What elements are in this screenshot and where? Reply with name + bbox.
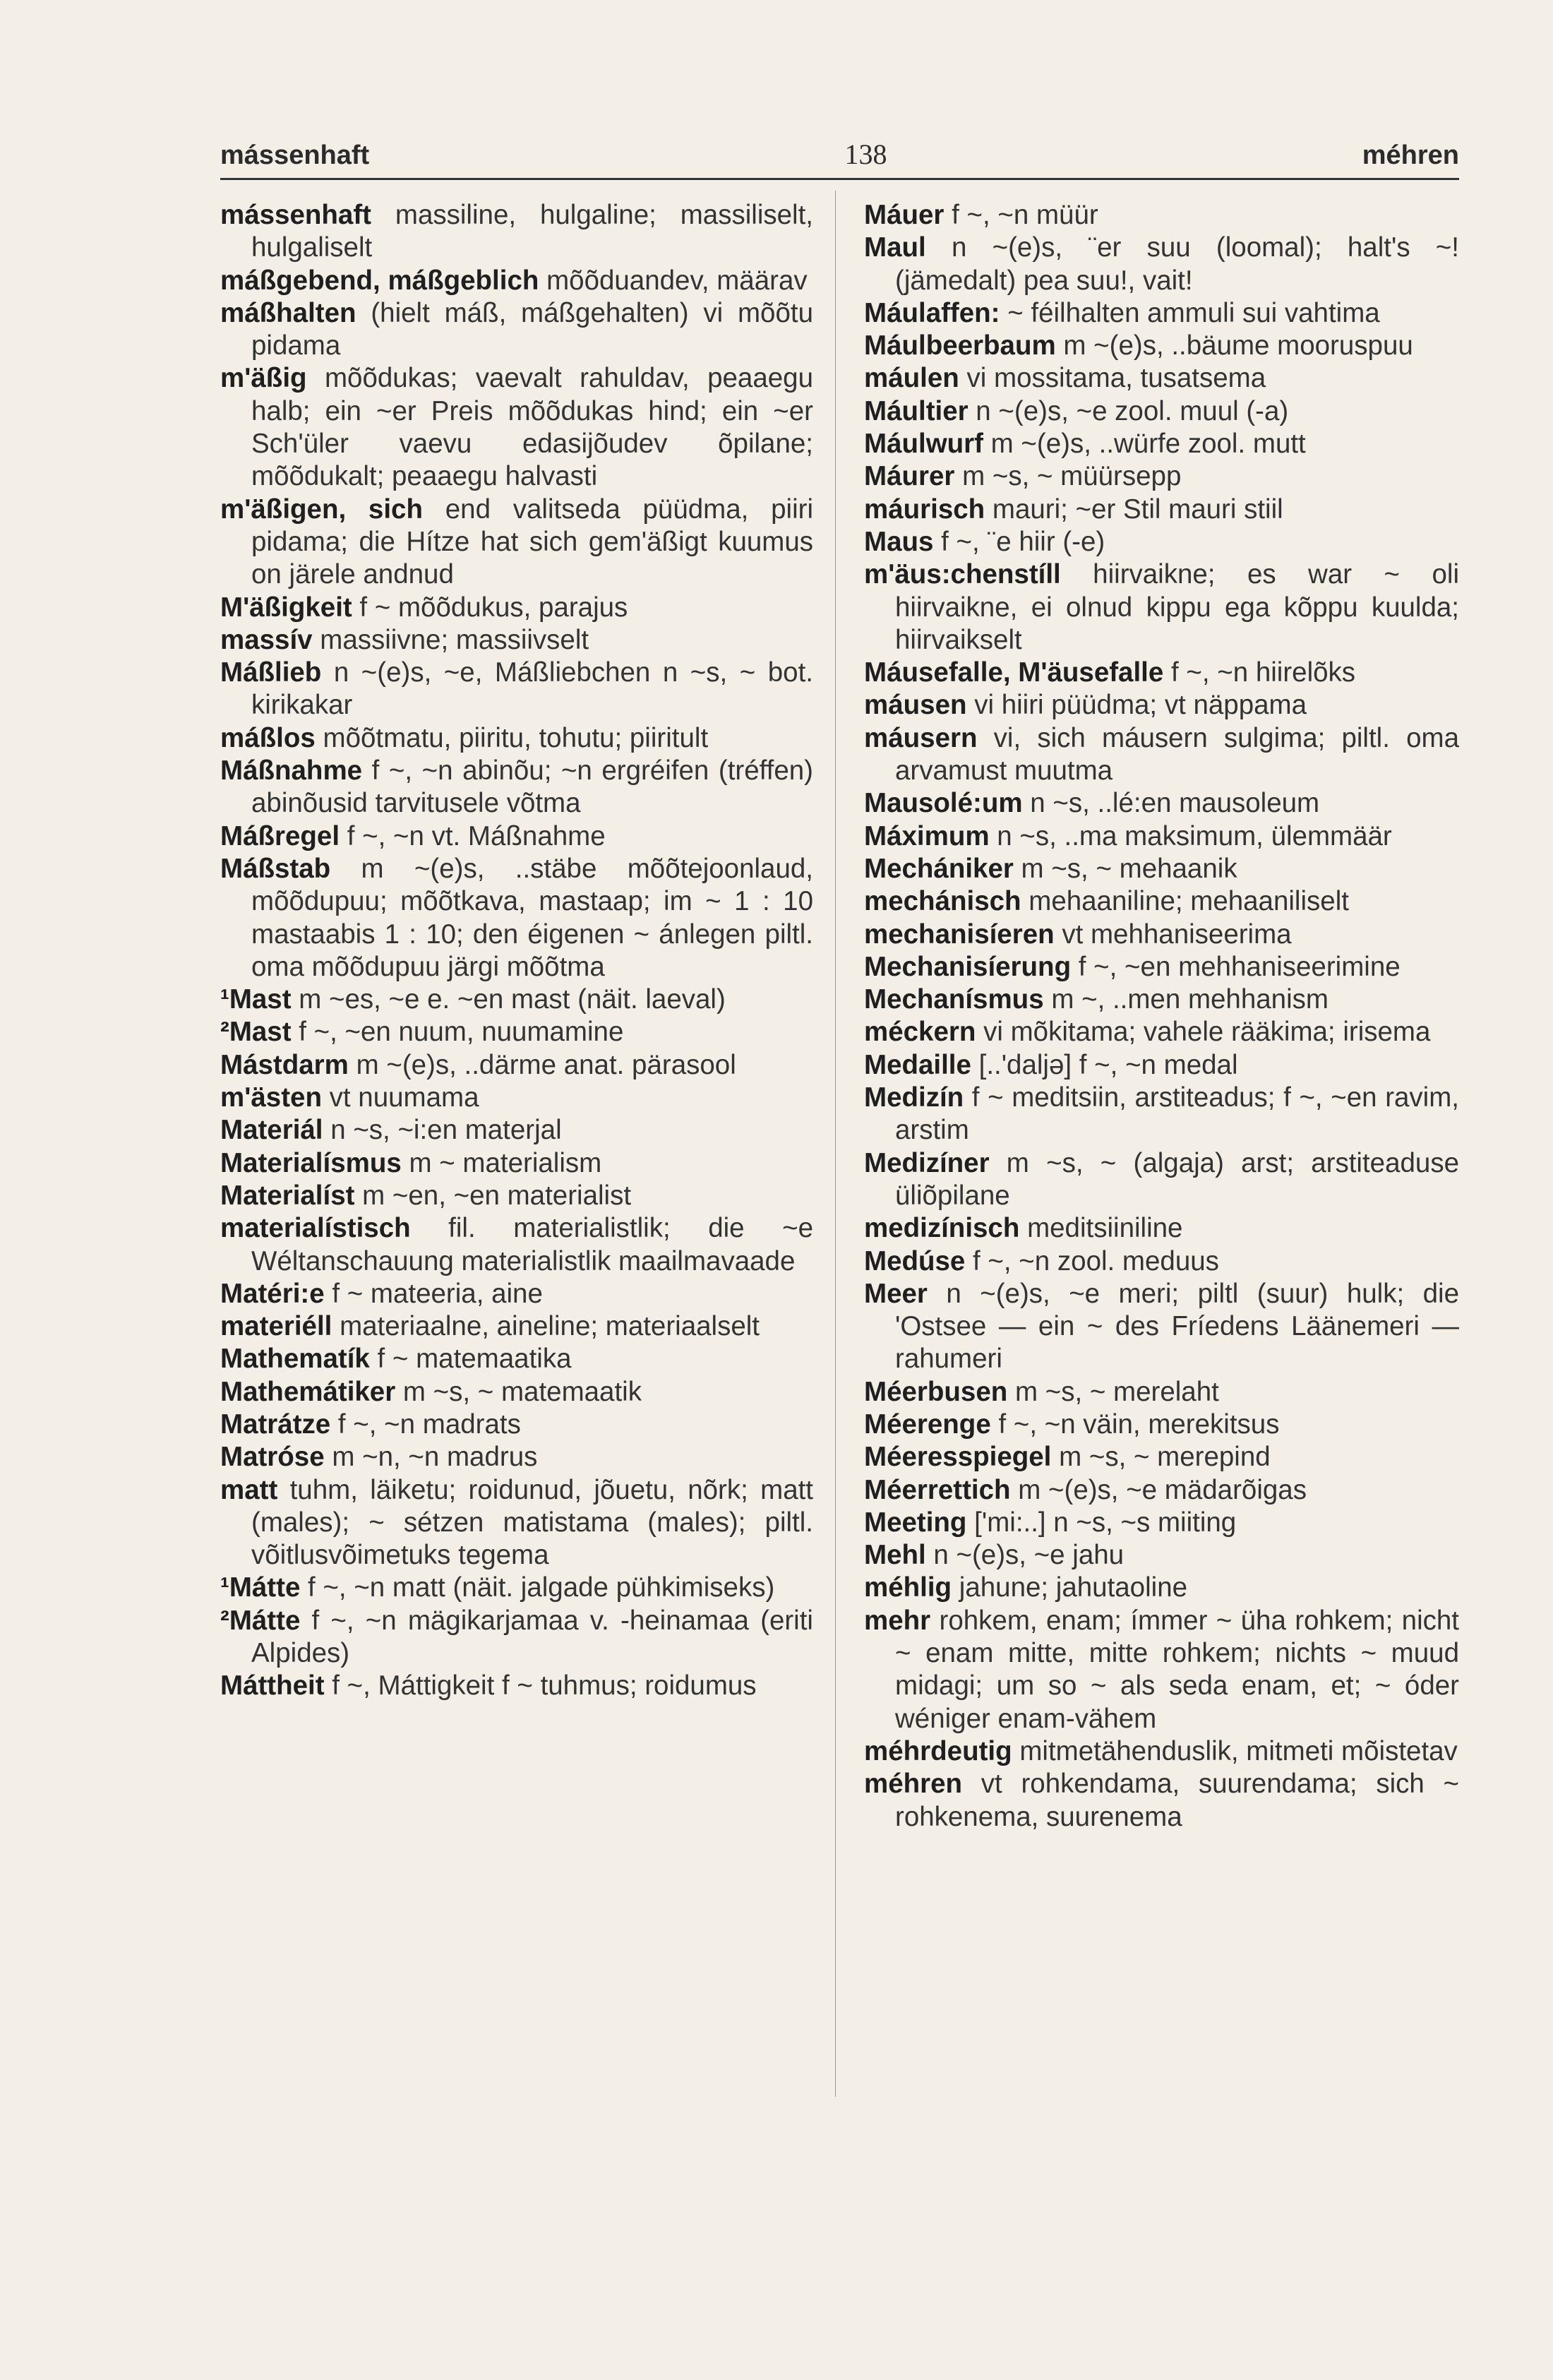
entry-definition: materiaalne, aineline; materiaalselt [332, 1311, 760, 1342]
entry-headword: ¹Mast [220, 984, 292, 1015]
entry-definition: m ~(e)s, ..würfe zool. mutt [983, 429, 1306, 460]
entry-headword: Meer [864, 1278, 928, 1309]
entry-headword: Máximum [864, 820, 990, 851]
entry-definition: f ~, Máttigkeit f ~ tuhmus; roidumus [324, 1670, 757, 1702]
dictionary-entry [220, 983, 813, 1016]
entry-headword: ²Mátte [220, 1605, 301, 1636]
entry-headword: máßgebend, máßgeblich [220, 265, 539, 296]
dictionary-entry [864, 722, 1459, 788]
entry-definition: f ~, ~n matt (näit. jalgade pühkimiseks) [300, 1572, 775, 1603]
entry-definition: f ~, ¨e hiir (-e) [933, 526, 1105, 557]
entry-definition: m ~(e)s, ~e mädarõigas [1010, 1474, 1307, 1505]
entry-definition: mõõtmatu, piiritu, tohutu; piiritult [315, 722, 709, 753]
entry-headword: Medizíner [864, 1147, 990, 1178]
entry-headword: medizínisch [864, 1213, 1020, 1244]
entry-headword: Mausolé:um [864, 788, 1023, 819]
entry-headword: méhlig [864, 1572, 952, 1603]
entry-definition: mõõdukas; vaevalt rahuldav, peaaegu halb; ein ~er Preis mõõdukas hind; ein ~er Sch'üler vaevu edasijõudev õpilane; mõõdukalt; peaaegu halvasti [251, 363, 813, 492]
dictionary-entry [864, 1507, 1459, 1539]
dictionary-entry [220, 1049, 813, 1082]
header-rule [220, 178, 1459, 180]
entry-headword: máurisch [864, 494, 985, 525]
dictionary-entry [220, 1180, 813, 1212]
entry-headword: máulen [864, 363, 959, 394]
entry-headword: Máuer [864, 200, 945, 230]
entry-definition: f ~, ~n mägikarjamaa v. -heinamaa (eriti Alpides) [251, 1605, 813, 1669]
dictionary-entry [220, 1082, 813, 1114]
dictionary-entry [220, 362, 813, 493]
entry-definition: f ~ mõõdukus, parajus [352, 592, 628, 623]
entry-definition: rohkem, enam; ímmer ~ üha rohkem; nicht ~ enam mitte, mitte rohkem; nichts ~ muud midagi; um so ~ als seda enam, et; ~ óder wéniger enam-vähem [895, 1605, 1459, 1734]
entry-headword: Mathemátiker [220, 1376, 396, 1407]
entry-definition: f ~, ~n madrats [330, 1409, 521, 1440]
dictionary-entry [220, 1343, 813, 1375]
entry-headword: materialístisch [220, 1213, 411, 1244]
entry-headword: m'äßigen, sich [220, 494, 423, 525]
dictionary-entry [220, 297, 813, 363]
entry-definition: m ~s, ~ müürsepp [954, 461, 1182, 492]
dictionary-entry [220, 1605, 813, 1670]
dictionary-entry [220, 820, 813, 853]
dictionary-entry [220, 1572, 813, 1604]
header-left-guideword: mássenhaft [220, 140, 370, 170]
entry-headword: Mástdarm [220, 1049, 349, 1080]
entry-definition: m ~, ..men mehhanism [1043, 984, 1329, 1015]
entry-headword: Máulwurf [864, 429, 983, 460]
dictionary-entry [864, 460, 1459, 493]
entry-headword: Máßlieb [220, 657, 322, 688]
dictionary-entry [220, 1670, 813, 1702]
dictionary-entry [220, 265, 813, 297]
entry-definition: n ~s, ..ma maksimum, ülemmäär [989, 820, 1392, 851]
entry-headword: matt [220, 1474, 278, 1505]
entry-definition: m ~ materialism [401, 1147, 602, 1178]
dictionary-entry [864, 199, 1459, 232]
entry-headword: M'äßigkeit [220, 592, 352, 623]
entry-headword: Maus [864, 526, 934, 557]
entry-definition: fil. materialistlik; die ~e Wéltanschauung materialistlik maailmavaade [251, 1213, 813, 1276]
dictionary-entry [864, 820, 1459, 853]
entry-definition: n ~(e)s, ~e, Máßliebchen n ~s, ~ bot. kirikakar [251, 657, 813, 721]
entry-definition: f ~, ~n abinõu; ~n ergréifen (tréffen) abinõusid tarvitusele võtma [251, 755, 813, 819]
dictionary-entry [864, 885, 1459, 918]
dictionary-entry [220, 1310, 813, 1343]
dictionary-entry [220, 1147, 813, 1180]
entry-headword: Mechanisíerung [864, 951, 1072, 982]
dictionary-entry [864, 1376, 1459, 1409]
right-column [864, 199, 1459, 1834]
dictionary-entry [220, 592, 813, 624]
entry-headword: massív [220, 624, 313, 655]
entry-definition: f ~, ~en nuum, nuumamine [291, 1017, 624, 1048]
dictionary-entry [864, 1082, 1459, 1147]
dictionary-entry [864, 853, 1459, 885]
dictionary-entry [864, 951, 1459, 983]
entry-definition: ['mi:..] n ~s, ~s miiting [966, 1507, 1237, 1538]
entry-definition: m ~s, ~ merelaht [1007, 1376, 1219, 1407]
dictionary-entry [864, 428, 1459, 460]
dictionary-entry [864, 787, 1459, 820]
entry-definition: ~ féilhalten ammuli sui vahtima [1000, 297, 1380, 328]
dictionary-entry [864, 558, 1459, 657]
entry-headword: Medúse [864, 1245, 966, 1276]
entry-headword: Mathematík [220, 1344, 370, 1375]
dictionary-entry [220, 1441, 813, 1473]
dictionary-entry [864, 1049, 1459, 1082]
entry-definition: n ~(e)s, ~e meri; piltl (suur) hulk; die 'Ostsee — ein ~ des Fríedens Läänemeri — rahumeri [895, 1278, 1459, 1375]
dictionary-entry [864, 1474, 1459, 1507]
dictionary-entry [220, 657, 813, 722]
entry-definition: m ~s, ~ mehaanik [1013, 853, 1237, 884]
dictionary-entry [220, 1376, 813, 1409]
entry-headword: Mehl [864, 1540, 926, 1571]
entry-definition: mauri; ~er Stil mauri stiil [985, 494, 1283, 525]
entry-headword: Medizín [864, 1082, 964, 1113]
entry-headword: mehr [864, 1605, 931, 1636]
entry-definition: massiline, hulgaline; massiliselt, hulgaliselt [251, 200, 813, 263]
entry-definition: m ~s, ~ merepind [1051, 1442, 1271, 1473]
entry-definition: m ~(e)s, ..stäbe mõõtejoonlaud, mõõdupuu; mõõtkava, mastaap; im ~ 1 : 10 mastaabis 1 : 10; den éigenen ~ ánlegen piltl. oma mõõdupuu järgi mõõtma [251, 853, 813, 982]
dictionary-entry [864, 526, 1459, 558]
dictionary-entry [864, 362, 1459, 395]
entry-definition: n ~s, ..lé:en mausoleum [1022, 788, 1320, 819]
entry-definition: hiirvaikne; es war ~ oli hiirvaikne, ei olnud kippu ega kõppu kuulda; hiirvaikselt [895, 559, 1459, 655]
entry-definition: vi, sich máusern sulgima; piltl. oma arvamust muutma [895, 722, 1459, 787]
entry-definition: f ~, ~n väin, merekitsus [990, 1409, 1280, 1440]
entry-headword: Méeresspiegel [864, 1442, 1052, 1473]
entry-headword: Matéri:e [220, 1278, 325, 1309]
entry-headword: Matrátze [220, 1409, 331, 1440]
dictionary-entry [864, 983, 1459, 1016]
entry-headword: Máttheit [220, 1670, 325, 1702]
entry-definition: m ~n, ~n madrus [324, 1442, 538, 1473]
entry-definition: m ~s, ~ matemaatik [395, 1376, 642, 1407]
entry-definition: n ~s, ~i:en materjal [323, 1115, 562, 1146]
entry-headword: m'ästen [220, 1082, 322, 1113]
entry-definition: f ~, ~n vt. Máßnahme [340, 820, 606, 851]
dictionary-entry [864, 1212, 1459, 1245]
dictionary-entry [864, 494, 1459, 526]
entry-headword: Máultier [864, 395, 969, 426]
dictionary-entry [220, 755, 813, 820]
entry-definition: vi hiiri püüdma; vt näppama [966, 690, 1307, 721]
entry-headword: máßhalten [220, 297, 356, 328]
entry-headword: Máurer [864, 461, 955, 492]
entry-headword: Materiál [220, 1115, 323, 1146]
entry-definition: f ~ meditsiin, arstiteadus; f ~, ~en ravim, arstim [895, 1082, 1459, 1146]
dictionary-entry [864, 689, 1459, 722]
entry-headword: méckern [864, 1017, 976, 1048]
entry-headword: Méerbusen [864, 1376, 1008, 1407]
entry-headword: m'äßig [220, 363, 307, 394]
entry-headword: méhrdeutig [864, 1735, 1012, 1766]
left-column [220, 199, 813, 1703]
entry-definition: massiivne; massiivselt [312, 624, 589, 655]
entry-definition: tuhm, läiketu; roidunud, jõuetu, nõrk; matt (males); ~ sétzen matistama (males); piltl. võitlusvõimetuks tegema [251, 1474, 813, 1571]
entry-headword: Máusefalle, M'äusefalle [864, 657, 1164, 688]
dictionary-entry [864, 232, 1459, 297]
dictionary-entry [220, 1212, 813, 1278]
dictionary-entry [220, 1409, 813, 1441]
entry-definition: jahune; jahutaoline [952, 1572, 1188, 1603]
dictionary-entry [864, 1016, 1459, 1048]
entry-definition: [..'daljə] f ~, ~n medal [971, 1049, 1238, 1080]
entry-headword: Maul [864, 232, 926, 263]
entry-definition: m ~(e)s, ..därme anat. pärasool [348, 1049, 736, 1080]
entry-headword: materiéll [220, 1311, 332, 1342]
entry-definition: meditsiiniline [1019, 1213, 1183, 1244]
dictionary-entry [864, 1441, 1459, 1473]
dictionary-entry [220, 1278, 813, 1310]
dictionary-entry [864, 1768, 1459, 1834]
entry-definition: vt mehhaniseerima [1054, 919, 1292, 950]
dictionary-entry [220, 722, 813, 755]
dictionary-entry [864, 1409, 1459, 1441]
header-right-guideword: méhren [1362, 140, 1459, 170]
dictionary-entry [864, 330, 1459, 362]
entry-headword: ¹Mátte [220, 1572, 301, 1603]
dictionary-entry [864, 1572, 1459, 1604]
entry-headword: Máulbeerbaum [864, 330, 1056, 361]
entry-definition: f ~, ~n müür [944, 200, 1098, 230]
entry-definition: m ~en, ~en materialist [354, 1180, 632, 1211]
entry-headword: Mechániker [864, 853, 1014, 884]
entry-definition: mõõduandev, määrav [539, 265, 808, 296]
entry-headword: Materialísmus [220, 1147, 402, 1178]
dictionary-entry [864, 1278, 1459, 1376]
entry-headword: Matróse [220, 1442, 325, 1473]
entry-headword: méhren [864, 1769, 963, 1800]
page-header [220, 128, 1459, 171]
entry-definition: f ~, ~en mehhaniseerimine [1071, 951, 1401, 982]
entry-headword: Medaille [864, 1049, 971, 1080]
entry-headword: Máßstab [220, 853, 331, 884]
entry-headword: ²Mast [220, 1017, 292, 1048]
entry-headword: mechánisch [864, 886, 1021, 917]
dictionary-entry [220, 199, 813, 265]
dictionary-entry [864, 395, 1459, 428]
dictionary-entry [220, 1114, 813, 1147]
entry-headword: Máulaffen: [864, 297, 1000, 328]
entry-headword: máusern [864, 722, 978, 753]
entry-headword: máßlos [220, 722, 316, 753]
entry-definition: f ~ matemaatika [369, 1344, 572, 1375]
entry-definition: f ~ mateeria, aine [324, 1278, 543, 1309]
dictionary-entry [864, 1245, 1459, 1278]
entry-headword: mássenhaft [220, 200, 371, 230]
entry-definition: f ~, ~n zool. meduus [965, 1245, 1219, 1276]
entry-headword: Mechanísmus [864, 984, 1044, 1015]
entry-headword: mechanisíeren [864, 919, 1055, 950]
dictionary-entry [220, 853, 813, 983]
entry-definition: n ~(e)s, ~e jahu [925, 1540, 1125, 1571]
dictionary-entry [220, 1474, 813, 1572]
entry-definition: n ~(e)s, ~e zool. muul (-a) [968, 395, 1289, 426]
entry-headword: Méerenge [864, 1409, 991, 1440]
entry-headword: Meeting [864, 1507, 967, 1538]
page-number: 138 [844, 138, 887, 170]
entry-headword: Máßnahme [220, 755, 363, 787]
entry-headword: Materialíst [220, 1180, 355, 1211]
entry-headword: Méerrettich [864, 1474, 1011, 1505]
dictionary-entry [864, 1735, 1459, 1768]
entry-definition: vi mossitama, tusatsema [959, 363, 1266, 394]
entry-headword: máusen [864, 690, 967, 721]
entry-definition: end valitseda püüdma, piiri pidama; die Hítze hat sich gem'äßigt kuumus on järele andnud [251, 494, 814, 590]
entry-headword: m'äus:chenstíll [864, 559, 1061, 590]
dictionary-entry [864, 657, 1459, 689]
entry-definition: vt rohkendama, suurendama; sich ~ rohkenema, suurenema [895, 1769, 1459, 1832]
column-divider [835, 191, 836, 2097]
entry-definition: mitmetähenduslik, mitmeti mõistetav [1012, 1735, 1458, 1766]
entry-definition: f ~, ~n hiirelõks [1163, 657, 1356, 688]
dictionary-entry [864, 1147, 1459, 1213]
entry-headword: Máßregel [220, 820, 340, 851]
dictionary-entry [864, 297, 1459, 330]
dictionary-entry [220, 1016, 813, 1048]
entry-definition: vi mõkitama; vahele rääkima; irisema [976, 1017, 1431, 1048]
entry-definition: m ~es, ~e e. ~en mast (näit. laeval) [291, 984, 726, 1015]
entry-definition: m ~s, ~ (algaja) arst; arstiteaduse üliõpilane [895, 1147, 1459, 1211]
entry-definition: vt nuumama [321, 1082, 479, 1113]
dictionary-entry [220, 624, 813, 657]
dictionary-entry [220, 494, 813, 592]
entry-definition: n ~(e)s, ¨er suu (loomal); halt's ~! (jämedalt) pea suu!, vait! [895, 232, 1459, 296]
dictionary-entry [864, 919, 1459, 951]
entry-definition: m ~(e)s, ..bäume mooruspuu [1055, 330, 1413, 361]
dictionary-entry [864, 1539, 1459, 1572]
dictionary-entry [864, 1605, 1459, 1735]
entry-definition: mehaaniline; mehaaniliselt [1021, 886, 1349, 917]
entry-definition: (hielt máß, máßgehalten) vi mõõtu pidama [251, 297, 813, 361]
